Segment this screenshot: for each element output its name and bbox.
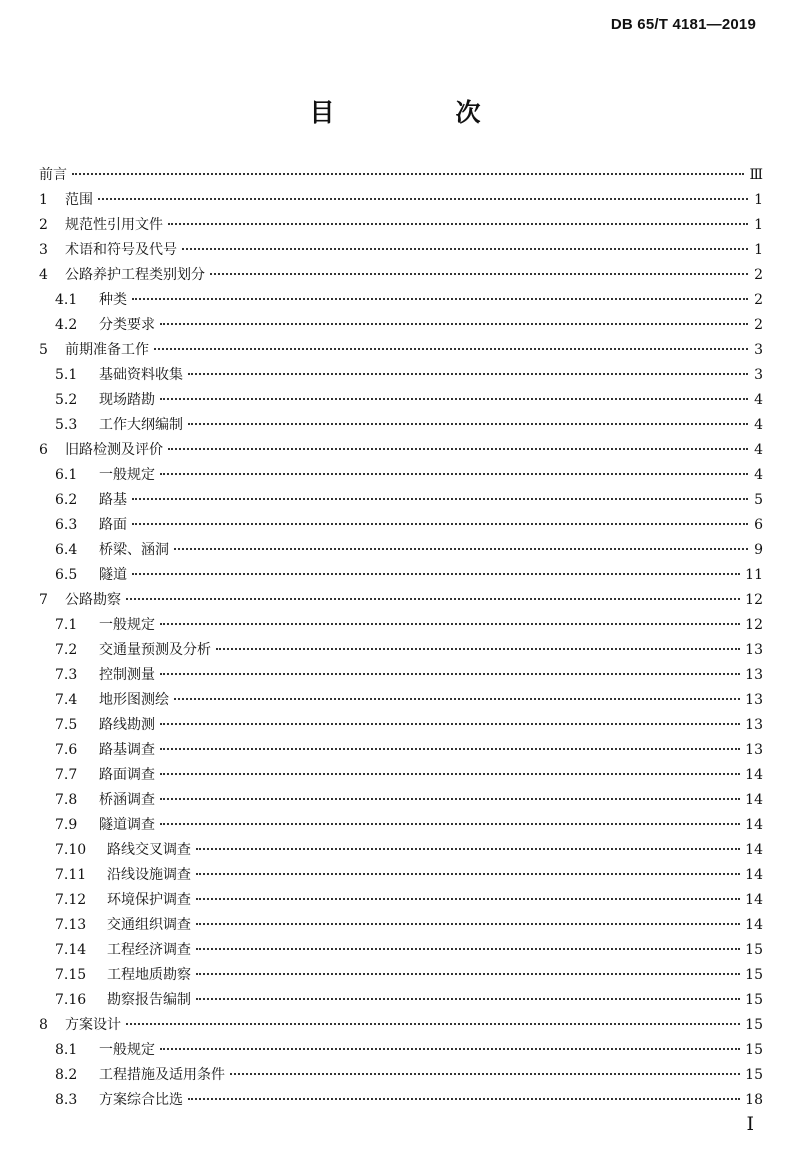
toc-entry-page: 4: [754, 442, 763, 458]
toc-dot-leader: [132, 498, 748, 500]
toc-entry[interactable]: [39, 363, 763, 388]
toc-entry[interactable]: [39, 1038, 763, 1063]
toc-entry-page: Ⅲ: [749, 167, 763, 183]
toc-entry-number: 7.12: [55, 892, 87, 908]
toc-entry-number: 7.15: [55, 967, 87, 983]
toc-entry-label: 一般规定: [99, 467, 155, 483]
toc-entry-label: 路基: [99, 492, 127, 508]
toc-entry[interactable]: [39, 438, 763, 463]
toc-entry[interactable]: [39, 588, 763, 613]
toc-dot-leader: [210, 273, 748, 275]
toc-dot-leader: [160, 823, 740, 825]
toc-entry-label: 路线交叉调查: [107, 842, 191, 858]
toc-entry-page: 13: [745, 692, 763, 708]
toc-entry[interactable]: [39, 388, 763, 413]
toc-entry-label: 现场踏勘: [99, 392, 155, 408]
toc-entry-label: 工程经济调查: [107, 942, 191, 958]
toc-entry[interactable]: [39, 738, 763, 763]
toc-entry[interactable]: [39, 188, 763, 213]
toc-entry-number: 1: [39, 192, 48, 208]
toc-entry-label: 路面调查: [99, 767, 155, 783]
toc-dot-leader: [160, 623, 740, 625]
toc-entry[interactable]: [39, 213, 763, 238]
toc-entry-label: 路线勘测: [99, 717, 155, 733]
toc-dot-leader: [160, 323, 748, 325]
toc-entry[interactable]: [39, 763, 763, 788]
toc-entry-number: 7.9: [55, 817, 78, 833]
toc-entry-number: 2: [39, 217, 48, 233]
toc-entry-number: 8.3: [55, 1092, 78, 1108]
toc-dot-leader: [154, 348, 748, 350]
toc-entry-page: 14: [745, 917, 763, 933]
toc-entry-page: 14: [745, 842, 763, 858]
toc-entry-label: 方案综合比选: [99, 1092, 183, 1108]
page-title: 目 次: [309, 98, 529, 127]
toc-dot-leader: [132, 523, 748, 525]
toc-dot-leader: [160, 473, 748, 475]
toc-entry-label: 前言: [39, 167, 67, 183]
toc-entry-page: 15: [745, 1017, 763, 1033]
toc-entry-label: 勘察报告编制: [107, 992, 191, 1008]
toc-entry-label: 工程措施及适用条件: [99, 1067, 225, 1083]
toc-entry-number: 7.16: [55, 992, 87, 1008]
toc-entry[interactable]: [39, 488, 763, 513]
toc-entry-label: 分类要求: [99, 317, 155, 333]
toc-entry-label: 隧道调查: [99, 817, 155, 833]
toc-dot-leader: [132, 573, 740, 575]
toc-entry-page: 1: [754, 217, 763, 233]
toc-entry[interactable]: [39, 663, 763, 688]
toc-entry-page: 15: [745, 992, 763, 1008]
toc-entry-label: 基础资料收集: [99, 367, 183, 383]
toc-entry-number: 7.10: [55, 842, 87, 858]
toc-entry-number: 7.3: [55, 667, 78, 683]
toc-entry-page: 5: [754, 492, 763, 508]
toc-entry-number: 7.11: [55, 867, 87, 883]
toc-entry-number: 6.4: [55, 542, 78, 558]
toc-entry-number: 6.1: [55, 467, 78, 483]
toc-entry-page: 14: [745, 892, 763, 908]
toc-dot-leader: [126, 598, 740, 600]
toc-dot-leader: [168, 448, 748, 450]
toc-entry-number: 5.1: [55, 367, 78, 383]
toc-entry-page: 13: [745, 717, 763, 733]
toc-entry-number: 6.3: [55, 517, 78, 533]
toc-entry-page: 3: [754, 367, 763, 383]
toc-entry-label: 方案设计: [65, 1017, 121, 1033]
toc-entry[interactable]: [39, 513, 763, 538]
toc-entry-page: 15: [745, 1067, 763, 1083]
toc-entry[interactable]: [39, 163, 763, 188]
toc-entry-label: 沿线设施调查: [107, 867, 191, 883]
toc-entry[interactable]: [39, 963, 763, 988]
toc-entry[interactable]: [39, 1013, 763, 1038]
toc-entry-page: 12: [745, 592, 763, 608]
toc-entry[interactable]: [39, 1088, 763, 1113]
toc-dot-leader: [216, 648, 740, 650]
toc-entry-number: 6: [39, 442, 48, 458]
toc-entry-label: 术语和符号及代号: [65, 242, 177, 258]
toc-entry-label: 环境保护调查: [107, 892, 191, 908]
toc-dot-leader: [174, 548, 748, 550]
toc-entry-label: 公路勘察: [65, 592, 121, 608]
toc-entry-page: 4: [754, 392, 763, 408]
toc-entry[interactable]: [39, 238, 763, 263]
toc-entry[interactable]: [39, 288, 763, 313]
toc-entry-page: 15: [745, 967, 763, 983]
toc-entry-number: 5.2: [55, 392, 78, 408]
toc-entry-label: 范围: [65, 192, 93, 208]
toc-entry-number: 7.4: [55, 692, 78, 708]
toc-entry-page: 2: [754, 267, 763, 283]
standard-code: DB 65/T 4181—2019: [610, 16, 756, 33]
toc-entry-number: 8.1: [55, 1042, 78, 1058]
toc-entry[interactable]: [39, 1063, 763, 1088]
toc-entry-number: 8: [39, 1017, 48, 1033]
toc-dot-leader: [126, 1023, 740, 1025]
toc-entry-number: 7.1: [55, 617, 78, 633]
toc-entry[interactable]: [39, 463, 763, 488]
toc-dot-leader: [188, 1098, 740, 1100]
toc-entry[interactable]: [39, 263, 763, 288]
toc-entry-label: 一般规定: [99, 617, 155, 633]
toc-entry-number: 7.5: [55, 717, 78, 733]
toc-entry[interactable]: [39, 413, 763, 438]
toc-entry-number: 7: [39, 592, 48, 608]
toc-dot-leader: [196, 848, 740, 850]
toc-dot-leader: [196, 898, 740, 900]
toc-entry-number: 7.13: [55, 917, 87, 933]
toc-entry-page: 3: [754, 342, 763, 358]
toc-dot-leader: [98, 198, 748, 200]
toc-entry-number: 5.3: [55, 417, 78, 433]
toc-dot-leader: [160, 1048, 740, 1050]
toc-dot-leader: [160, 748, 740, 750]
toc-entry[interactable]: [39, 613, 763, 638]
toc-entry-label: 隧道: [99, 567, 127, 583]
toc-entry[interactable]: [39, 338, 763, 363]
toc-entry-page: 13: [745, 742, 763, 758]
toc-dot-leader: [132, 298, 748, 300]
toc-entry[interactable]: [39, 538, 763, 563]
table-of-contents: [39, 163, 763, 1113]
toc-entry[interactable]: [39, 938, 763, 963]
toc-entry-number: 7.2: [55, 642, 78, 658]
toc-entry-label: 交通组织调查: [107, 917, 191, 933]
toc-entry[interactable]: [39, 863, 763, 888]
toc-entry[interactable]: [39, 688, 763, 713]
toc-entry-number: 3: [39, 242, 48, 258]
toc-entry[interactable]: [39, 988, 763, 1013]
toc-dot-leader: [160, 673, 740, 675]
toc-entry-label: 控制测量: [99, 667, 155, 683]
toc-dot-leader: [160, 798, 740, 800]
toc-dot-leader: [188, 373, 748, 375]
toc-dot-leader: [230, 1073, 740, 1075]
toc-entry-page: 18: [745, 1092, 763, 1108]
toc-dot-leader: [196, 873, 740, 875]
toc-entry-label: 交通量预测及分析: [99, 642, 211, 658]
page-number: Ⅰ: [746, 1113, 754, 1135]
toc-entry-label: 工作大纲编制: [99, 417, 183, 433]
toc-entry-page: 1: [754, 242, 763, 258]
toc-entry-number: 8.2: [55, 1067, 78, 1083]
toc-entry-number: 4.2: [55, 317, 78, 333]
toc-dot-leader: [160, 773, 740, 775]
toc-dot-leader: [72, 173, 744, 175]
toc-entry[interactable]: [39, 813, 763, 838]
toc-entry-number: 7.8: [55, 792, 78, 808]
toc-entry-number: 4.1: [55, 292, 78, 308]
toc-entry-label: 种类: [99, 292, 127, 308]
toc-entry-page: 13: [745, 667, 763, 683]
toc-entry-label: 地形图测绘: [99, 692, 169, 708]
toc-entry-page: 11: [745, 567, 763, 583]
toc-entry-page: 2: [754, 317, 763, 333]
toc-entry-page: 14: [745, 792, 763, 808]
toc-dot-leader: [188, 423, 748, 425]
toc-dot-leader: [174, 698, 740, 700]
toc-entry-number: 4: [39, 267, 48, 283]
toc-entry-page: 14: [745, 867, 763, 883]
toc-dot-leader: [160, 398, 748, 400]
toc-entry-page: 9: [754, 542, 763, 558]
toc-entry[interactable]: [39, 313, 763, 338]
toc-entry[interactable]: [39, 888, 763, 913]
toc-dot-leader: [196, 973, 740, 975]
toc-dot-leader: [182, 248, 748, 250]
toc-dot-leader: [196, 948, 740, 950]
toc-entry-number: 6.2: [55, 492, 78, 508]
toc-entry-page: 15: [745, 942, 763, 958]
toc-entry-label: 路基调查: [99, 742, 155, 758]
toc-entry-number: 7.6: [55, 742, 78, 758]
toc-dot-leader: [160, 723, 740, 725]
toc-entry-number: 6.5: [55, 567, 78, 583]
toc-entry-page: 1: [754, 192, 763, 208]
toc-dot-leader: [196, 923, 740, 925]
toc-entry-page: 2: [754, 292, 763, 308]
toc-dot-leader: [196, 998, 740, 1000]
toc-entry[interactable]: [39, 788, 763, 813]
toc-entry-label: 前期准备工作: [65, 342, 149, 358]
toc-entry-page: 13: [745, 642, 763, 658]
toc-entry-label: 旧路检测及评价: [65, 442, 163, 458]
toc-entry-label: 工程地质勘察: [107, 967, 191, 983]
toc-dot-leader: [168, 223, 748, 225]
toc-entry-label: 桥梁、涵洞: [99, 542, 169, 558]
toc-entry-page: 14: [745, 817, 763, 833]
toc-entry-number: 5: [39, 342, 48, 358]
toc-entry-number: 7.7: [55, 767, 78, 783]
toc-entry-page: 6: [754, 517, 763, 533]
toc-entry-label: 公路养护工程类别划分: [65, 267, 205, 283]
toc-entry[interactable]: [39, 638, 763, 663]
toc-entry-number: 7.14: [55, 942, 87, 958]
toc-entry[interactable]: [39, 913, 763, 938]
toc-entry-page: 4: [754, 467, 763, 483]
toc-entry-label: 一般规定: [99, 1042, 155, 1058]
toc-entry-label: 路面: [99, 517, 127, 533]
toc-entry-page: 4: [754, 417, 763, 433]
toc-entry-page: 14: [745, 767, 763, 783]
toc-entry-label: 规范性引用文件: [65, 217, 163, 233]
toc-entry[interactable]: [39, 838, 763, 863]
toc-entry[interactable]: [39, 713, 763, 738]
toc-entry-page: 12: [745, 617, 763, 633]
toc-entry-page: 15: [745, 1042, 763, 1058]
toc-entry-label: 桥涵调查: [99, 792, 155, 808]
toc-entry[interactable]: [39, 563, 763, 588]
